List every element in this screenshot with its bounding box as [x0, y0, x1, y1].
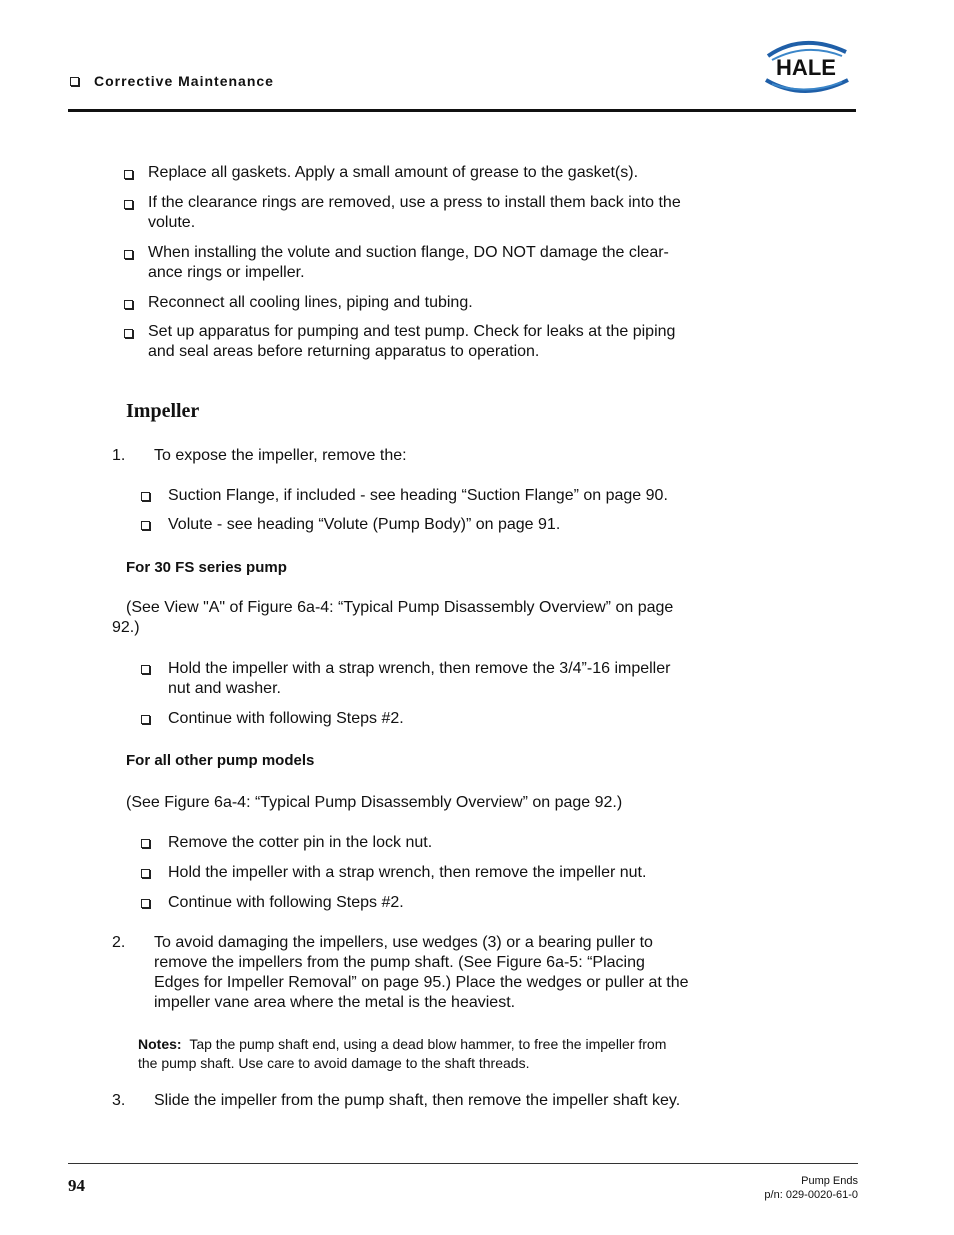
bullet-icon	[141, 869, 150, 878]
list-item: Suction Flange, if included - see heading “Suction Flange” on page 90.	[168, 487, 668, 504]
header-title: Corrective Maintenance	[94, 73, 274, 89]
note: Notes: Tap the pump shaft end, using a dead blow hammer, to free the impeller from the pump shaft. Use care to avoid damage to the shaft threads.	[138, 1036, 667, 1071]
step-text: To avoid damaging the impellers, use wedges (3) or a bearing puller to remove the impellers from the pump shaft. (See Figure 6a-5: “Placing Edges for Impeller Removal” on page 95.) Place the wedges or puller at the impeller vane area where the metal is the heaviest.	[154, 934, 689, 1011]
hale-logo	[758, 36, 854, 98]
section-heading: Impeller	[126, 400, 200, 422]
bullet-icon	[141, 899, 150, 908]
hale-logo-icon	[758, 36, 854, 98]
doc-title: Pump Ends	[801, 1175, 858, 1187]
subheading: For all other pump models	[126, 752, 315, 769]
list-item: Continue with following Steps #2.	[168, 894, 404, 911]
list-item: When installing the volute and suction flange, DO NOT damage the clear- ance rings or impeller.	[148, 244, 669, 281]
subheading: For 30 FS series pump	[126, 559, 287, 576]
list-item: Reconnect all cooling lines, piping and tubing.	[148, 294, 473, 311]
bullet-icon	[141, 492, 150, 501]
step-number: 1.	[112, 447, 126, 464]
step-text: To expose the impeller, remove the:	[154, 447, 407, 464]
header-rule	[68, 109, 856, 112]
reference-text: (See View "A" of Figure 6a-4: “Typical Pump Disassembly Overview” on page	[126, 599, 674, 616]
bullet-icon	[124, 329, 133, 338]
footer-info	[764, 1174, 858, 1202]
list-item: Replace all gaskets. Apply a small amount of grease to the gasket(s).	[148, 164, 639, 181]
reference-text-continued: 92.)	[112, 619, 140, 636]
step-number: 2.	[112, 934, 126, 951]
note-label: Notes:	[138, 1036, 182, 1052]
footer-rule	[68, 1163, 858, 1164]
reference-text: (See Figure 6a-4: “Typical Pump Disassembly Overview” on page 92.)	[126, 794, 623, 811]
list-item: Hold the impeller with a strap wrench, then remove the 3/4”-16 impeller nut and washer.	[168, 660, 671, 697]
list-item: Volute - see heading “Volute (Pump Body)” on page 91.	[168, 516, 561, 533]
bullet-icon	[141, 715, 150, 724]
bullet-icon	[124, 200, 133, 209]
bullet-icon	[141, 839, 150, 848]
bullet-icon	[124, 170, 133, 179]
list-item: If the clearance rings are removed, use a press to install them back into the volute.	[148, 194, 681, 231]
bullet-icon	[141, 521, 150, 530]
list-item: Continue with following Steps #2.	[168, 710, 404, 727]
bullet-icon	[141, 665, 150, 674]
page-number: 94	[68, 1176, 85, 1195]
step-text: Slide the impeller from the pump shaft, then remove the impeller shaft key.	[154, 1092, 681, 1109]
list-item: Set up apparatus for pumping and test pump. Check for leaks at the piping and seal areas before returning apparatus to operation.	[148, 323, 676, 360]
step-number: 3.	[112, 1092, 126, 1109]
list-item: Hold the impeller with a strap wrench, then remove the impeller nut.	[168, 864, 647, 881]
header-bullet-icon	[70, 77, 79, 86]
bullet-icon	[124, 250, 133, 259]
part-number: p/n: 029-0020-61-0	[764, 1189, 858, 1201]
list-item: Remove the cotter pin in the lock nut.	[168, 834, 433, 851]
bullet-icon	[124, 300, 133, 309]
logo-text: HALE	[776, 55, 836, 80]
